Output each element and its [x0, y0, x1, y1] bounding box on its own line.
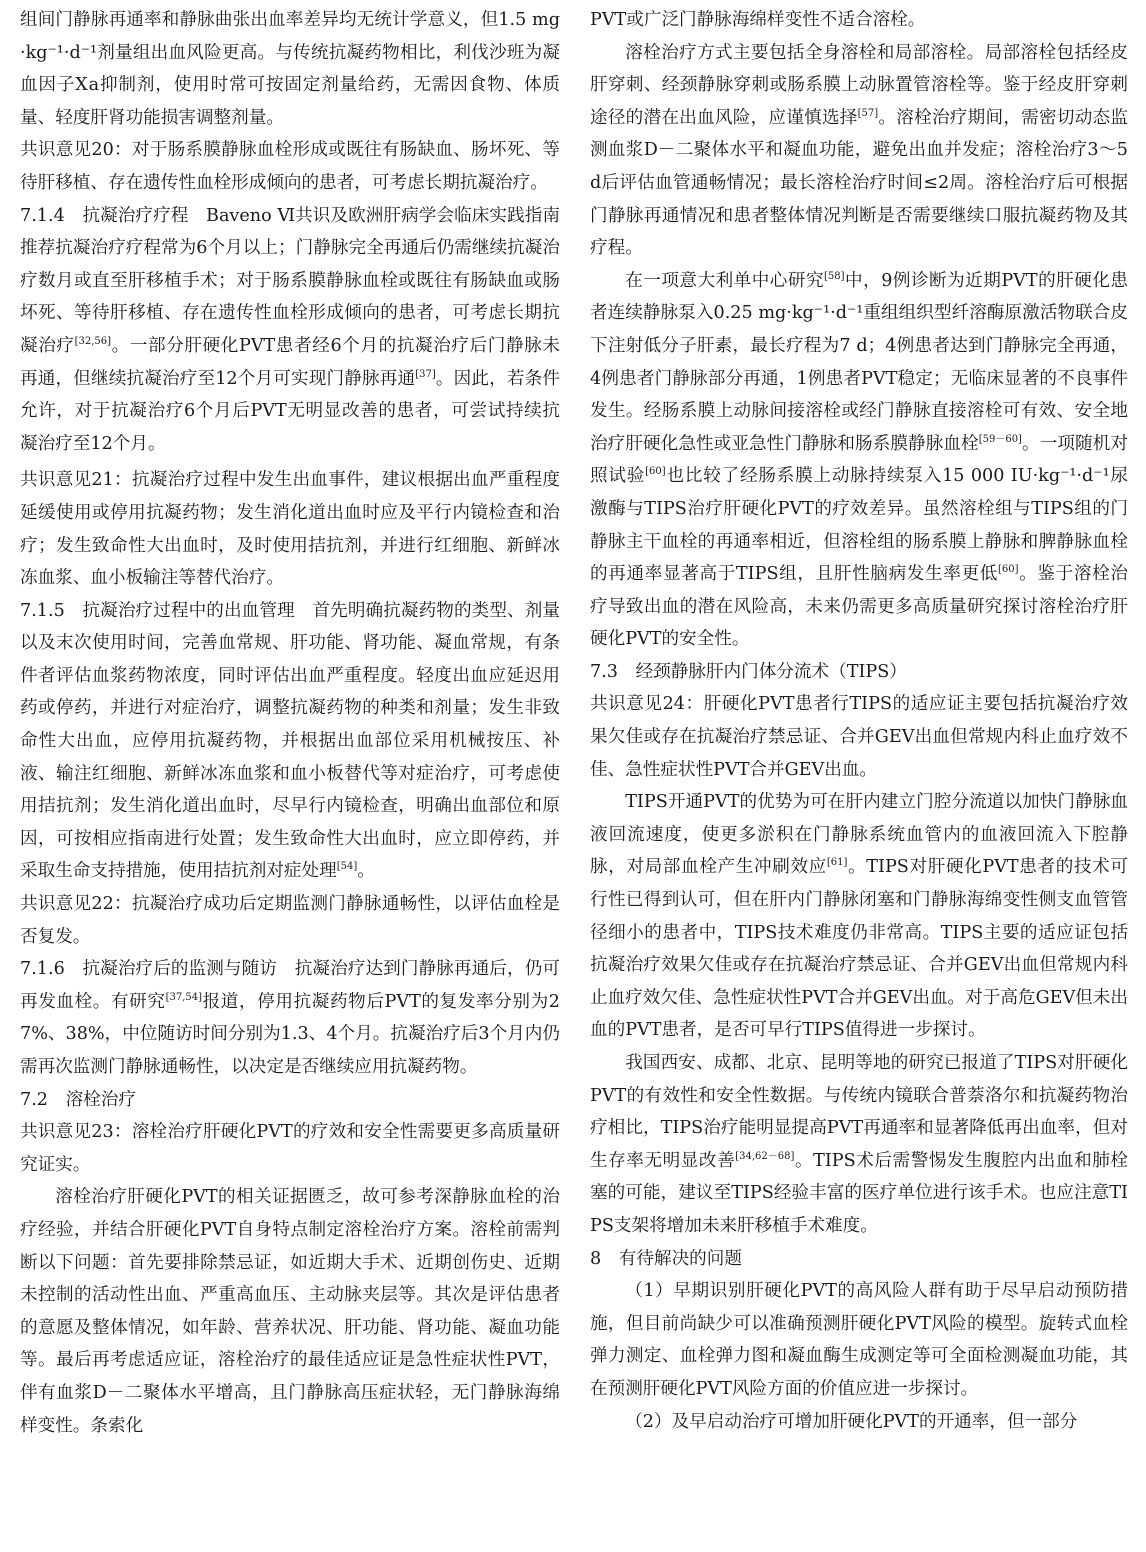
- citation: [54]: [336, 861, 358, 873]
- section-title: 抗凝治疗过程中的出血管理: [82, 600, 295, 621]
- citation: [60]: [998, 564, 1019, 576]
- consensus-23: 共识意见23：溶栓治疗肝硬化PVT的疗效和安全性需要更多高质量研究证实。: [20, 1122, 560, 1175]
- paragraph-italian-study: [590, 265, 1128, 656]
- paragraph-text: 我国西安、成都、北京、昆明等地的研究已报道了TIPS对肝硬化PVT的有效性和安全性数据。与传统内镜联合普萘洛尔和抗凝药物治疗相比，TIPS治疗能明显提高PVT再通率和显著降低再出血率，但对生存率无明显改善: [590, 1053, 1128, 1171]
- citation: [61]: [826, 857, 848, 869]
- consensus-22: 共识意见22：抗凝治疗成功后定期监测门静脉通畅性，以评估血栓是否复发。: [20, 894, 560, 947]
- section-7-2: [20, 1084, 560, 1117]
- consensus-24: 共识意见24：肝硬化PVT患者行TIPS的适应证主要包括抗凝治疗效果欠佳或存在抗凝治疗禁忌证、合并GEV出血但常规内科止血疗效不佳、急性症状性PVT合并GEV出血。: [590, 694, 1128, 780]
- section-number: 7.3: [590, 661, 618, 682]
- section-body: Baveno Ⅵ共识及欧洲肝病学会临床实践指南推荐抗凝治疗疗程常为6个月以上；门静脉完全再通后仍需继续抗凝治疗数月或直至肝移植手术；对于肠系膜静脉血栓或既往有肠缺血或肠坏死、等待肝移植、存在遗传性血栓形成倾向的患者，可考虑长期抗凝治疗: [20, 205, 560, 356]
- citation: [37]: [415, 368, 436, 380]
- paragraph-text: 。TIPS术后需警惕发生腹腔内出血和肺栓塞的可能，建议至TIPS经验丰富的医疗单位进行该手术。也应注意TIPS支架将增加未来肝移植手术难度。: [590, 1150, 1128, 1236]
- paragraph-open-question-1: （1）早期识别肝硬化PVT的高风险人群有助于尽早启动预防措施，但目前尚缺少可以准确预测肝硬化PVT风险的模型。旋转式血栓弹力测定、血栓弹力图和凝血酶生成测定等可全面检测凝血功能，其在预测肝硬化PVT风险方面的价值应进一步探讨。: [590, 1281, 1128, 1399]
- section-title: 经颈静脉肝内门体分流术（TIPS）: [635, 661, 907, 682]
- paragraph-text: 。一项随机对照试验: [590, 433, 1128, 487]
- paragraph-text: 。鉴于溶栓治疗导致出血的潜在风险高，未来仍需更多高质量研究探讨溶栓治疗肝硬化PVT的安全性。: [590, 564, 1128, 650]
- paragraph-text: TIPS开通PVT的优势为可在肝内建立门腔分流道以加快门静脉血液回流速度，使更多淤积在门静脉系统血管内的血液回流入下腔静脉，对局部血栓产生冲刷效应: [590, 792, 1128, 878]
- paragraph-text: 溶栓治疗方式主要包括全身溶栓和局部溶栓。局部溶栓包括经皮肝穿刺、经颈静脉穿刺或肠系膜上动脉置管溶栓等。鉴于经皮肝穿刺途径的潜在出血风险，应谨慎选择: [590, 42, 1128, 128]
- section-number: 7.1.6: [20, 959, 65, 980]
- paragraph-text: 中，9例诊断为近期PVT的肝硬化患者连续静脉泵入0.25 mg·kg⁻¹·d⁻¹重组组织型纤溶酶原激活物联合皮下注射低分子肝素，最长疗程为7 d；4例患者达到门静脉完全再通，4例患者门静脉部分再通，1例患者PVT稳定；无临床显著的不良事件发生。经肠系膜上动脉间接溶栓或经门静脉直接溶栓可有效、安全地治疗肝硬化急性或亚急性门静脉和肠系膜静脉血栓: [590, 270, 1128, 454]
- citation: [57]: [857, 107, 879, 119]
- citation: [37,54]: [165, 991, 202, 1003]
- section-number: 7.1.5: [20, 600, 65, 621]
- right-column: [590, 4, 1128, 1438]
- section-number: 7.1.4: [20, 205, 65, 226]
- section-number: 7.2: [20, 1089, 48, 1110]
- section-body: 。因此，若条件允许，对于抗凝治疗6个月后PVT无明显改善的患者，可尝试持续抗凝治疗至12个月。: [20, 368, 560, 454]
- section-body: 抗凝治疗达到门静脉再通后，仍可再发血栓。有研究: [20, 959, 560, 1012]
- paragraph-open-question-2: （2）及早启动治疗可增加肝硬化PVT的开通率，但一部分: [625, 1411, 1078, 1432]
- left-column: [20, 4, 560, 1442]
- section-body: 报道，停用抗凝药物后PVT的复发率分别为27%、38%，中位随访时间分别为1.3、4个月。抗凝治疗后3个月内仍需再次监测门静脉通畅性，以决定是否继续应用抗凝药物。: [20, 991, 560, 1077]
- paragraph-text: 。TIPS对肝硬化PVT患者的技术可行性已得到认可，但在肝内门静脉闭塞和门静脉海绵变性侧支血管管径细小的患者中，TIPS技术难度仍非常高。TIPS主要的适应证包括抗凝治疗效果欠佳或存在抗凝治疗禁忌证、合并GEV出血但常规内科止血疗效欠佳、急性症状性PVT合并GEV出血。对于高危GEV但未出血的PVT患者，是否可早行TIPS值得进一步探讨。: [590, 857, 1128, 1041]
- citation: [58]: [824, 270, 845, 282]
- section-title: 抗凝治疗后的监测与随访: [82, 959, 278, 980]
- consensus-21: 共识意见21：抗凝治疗过程中发生出血事件，建议根据出血严重程度延缓使用或停用抗凝药物；发生消化道出血时应及平行内镜检查和治疗；发生致命性大出血时，及时使用拮抗剂，并进行红细胞、新鲜冰冻血浆、血小板输注等替代治疗。: [20, 470, 560, 589]
- paragraph-tips-advantage: [590, 786, 1128, 1047]
- citation: [34,62－68]: [735, 1150, 795, 1162]
- section-8: [590, 1243, 1128, 1276]
- citation: [60]: [645, 466, 666, 478]
- section-body: 。: [357, 861, 375, 882]
- section-7-1-4: [20, 200, 560, 461]
- section-7-3: [590, 656, 1128, 689]
- paragraph-text: 。溶栓治疗期间，需密切动态监测血浆D－二聚体水平和凝血功能，避免出血并发症；溶栓治疗3～5 d后评估血管通畅情况；最长溶栓治疗时间≤2周。溶栓治疗后可根据门静脉再通情况和患者整体情况判断是否需要继续口服抗凝药物及其疗程。: [590, 107, 1128, 259]
- section-title: 溶栓治疗: [65, 1089, 136, 1110]
- paragraph-continuation: PVT或广泛门静脉海绵样变性不适合溶栓。: [590, 10, 926, 30]
- section-7-1-5: [20, 595, 560, 888]
- section-body: 首先明确抗凝药物的类型、剂量以及末次使用时间，完善血常规、肝功能、肾功能、凝血常规，有条件者评估血浆药物浓度，同时评估出血严重程度。轻度出血应延迟用药或停药，并进行对症治疗，调整抗凝药物的种类和剂量；发生非致命性大出血，应停用抗凝药物，并根据出血部位采用机械按压、补液、输注红细胞、新鲜冰冻血浆和血小板替代等对症治疗，可考虑使用拮抗剂；发生消化道出血时，尽早行内镜检查，明确出血部位和原因，可按相应指南进行处置；发生致命性大出血时，应立即停药，并采取生命支持措施，使用拮抗剂对症处理: [20, 600, 560, 882]
- citation: [59－60]: [978, 433, 1022, 445]
- section-body: 。一部分肝硬化PVT患者经6个月的抗凝治疗后门静脉未再通，但继续抗凝治疗至12个月可实现门静脉再通: [20, 335, 560, 389]
- paragraph-text: 在一项意大利单中心研究: [625, 270, 825, 291]
- paragraph-thrombolysis: 溶栓治疗肝硬化PVT的相关证据匮乏，故可参考深静脉血栓的治疗经验，并结合肝硬化PVT自身特点制定溶栓治疗方案。溶栓前需判断以下问题：首先要排除禁忌证，如近期大手术、近期创伤史、近期未控制的活动性出血、严重高血压、主动脉夹层等。其次是评估患者的意愿及整体情况，如年龄、营养状况、肝功能、肾功能、凝血功能等。最后再考虑适应证，溶栓治疗的最佳适应证是急性症状性PVT，伴有血浆D－二聚体水平增高，且门静脉高压症状轻，无门静脉海绵样变性。条索化: [20, 1187, 560, 1436]
- section-title: 抗凝治疗疗程: [82, 205, 189, 226]
- section-7-1-6: [20, 953, 560, 1083]
- citation: [32,56]: [74, 335, 112, 347]
- section-number: 8: [590, 1248, 602, 1269]
- paragraph-tips-china: [590, 1047, 1128, 1243]
- paragraph-thrombolysis-methods: [590, 37, 1128, 265]
- consensus-20: 共识意见20：对于肠系膜静脉血栓形成或既往有肠缺血、肠坏死、等待肝移植、存在遗传性血栓形成倾向的患者，可考虑长期抗凝治疗。: [20, 140, 560, 193]
- section-title: 有待解决的问题: [618, 1248, 742, 1269]
- paragraph-text: 也比较了经肠系膜上动脉持续泵入15 000 IU·kg⁻¹·d⁻¹尿激酶与TIPS治疗肝硬化PVT的疗效差异。虽然溶栓组与TIPS组的门静脉主干血栓的再通率相近，但溶栓组的肠系膜上静脉和脾静脉血栓的再通率显著高于TIPS组，且肝性脑病发生率更低: [590, 466, 1128, 585]
- paragraph-rivaroxaban: 组间门静脉再通率和静脉曲张出血率差异均无统计学意义，但1.5 mg·kg⁻¹·d⁻¹剂量组出血风险更高。与传统抗凝药物相比，利伐沙班为凝血因子Ⅹa抑制剂，使用时常可按固定剂量给药，无需因食物、体质量、轻度肝肾功能损害调整剂量。: [20, 10, 560, 128]
